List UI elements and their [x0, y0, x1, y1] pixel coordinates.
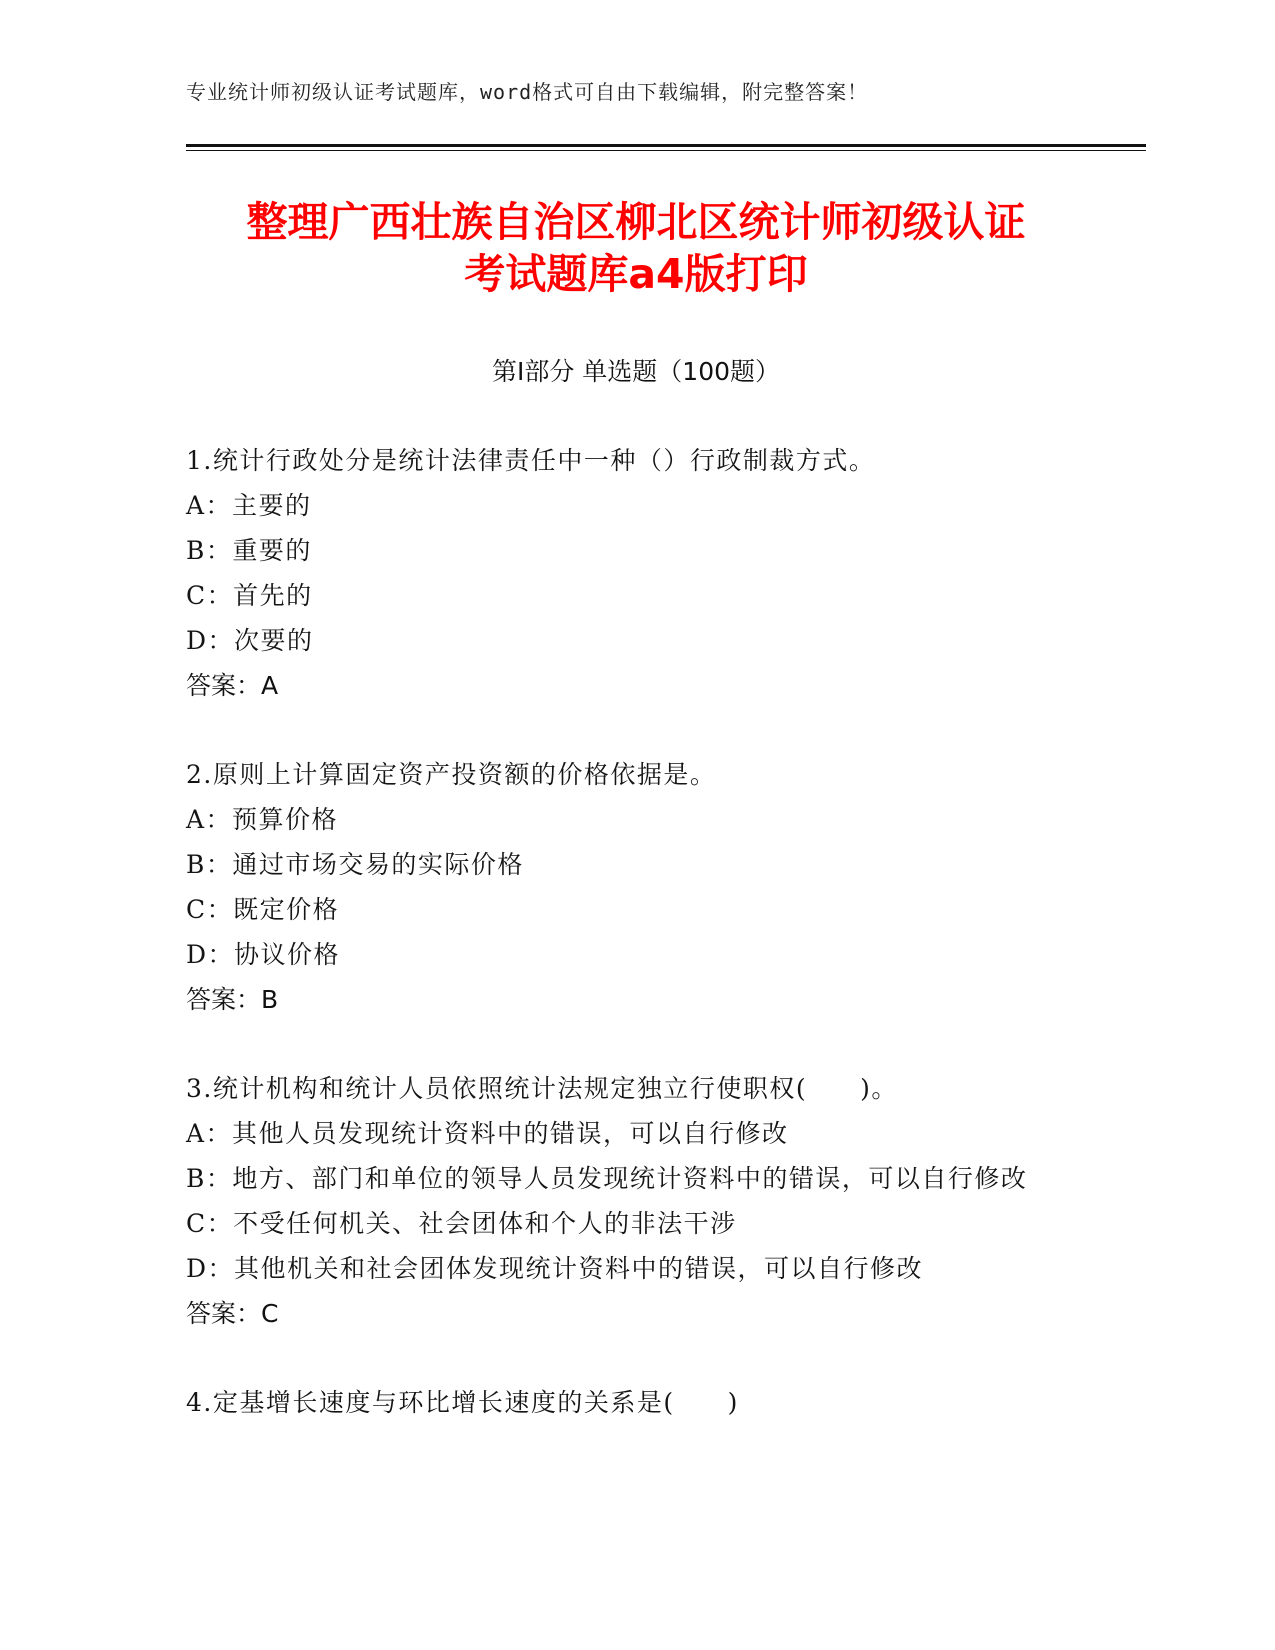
question-stem: 4.定基增长速度与环比增长速度的关系是( ): [186, 1388, 739, 1417]
question-item: [186, 438, 1086, 708]
answer-line: 答案：A: [186, 671, 279, 700]
option-d: D：其他机关和社会团体发现统计资料中的错误，可以自行修改: [186, 1254, 924, 1283]
option-d: D：次要的: [186, 626, 314, 655]
document-title: [186, 196, 1086, 300]
header-divider: [186, 144, 1146, 147]
answer-line: 答案：B: [186, 985, 279, 1014]
header-note: 专业统计师初级认证考试题库，word格式可自由下载编辑，附完整答案！: [186, 80, 869, 104]
option-c: C：首先的: [186, 581, 313, 610]
option-a: A：其他人员发现统计资料中的错误，可以自行修改: [186, 1119, 789, 1148]
header-divider-thin: [186, 150, 1146, 151]
question-stem: 1.统计行政处分是统计法律责任中一种（）行政制裁方式。: [186, 446, 876, 475]
option-d: D：协议价格: [186, 940, 341, 969]
section-title: 第Ⅰ部分 单选题（100题）: [491, 357, 781, 386]
title-line-1: 整理广西壮族自治区柳北区统计师初级认证: [246, 198, 1026, 246]
option-a: A：主要的: [186, 491, 312, 520]
question-stem: 2.原则上计算固定资产投资额的价格依据是。: [186, 760, 717, 789]
option-c: C：不受任何机关、社会团体和个人的非法干涉: [186, 1209, 737, 1238]
option-b: B：地方、部门和单位的领导人员发现统计资料中的错误，可以自行修改: [186, 1164, 1028, 1193]
question-item: [186, 1066, 1086, 1336]
question-item: [186, 752, 1086, 1022]
question-stem: 3.统计机构和统计人员依照统计法规定独立行使职权( )。: [186, 1074, 898, 1103]
answer-line: 答案：C: [186, 1299, 279, 1328]
title-line-2: 考试题库a4版打印: [464, 250, 808, 298]
option-a: A：预算价格: [186, 805, 339, 834]
option-b: B：通过市场交易的实际价格: [186, 850, 524, 879]
question-list: [186, 438, 1086, 1469]
option-b: B：重要的: [186, 536, 312, 565]
question-item: [186, 1380, 1086, 1425]
option-c: C：既定价格: [186, 895, 340, 924]
